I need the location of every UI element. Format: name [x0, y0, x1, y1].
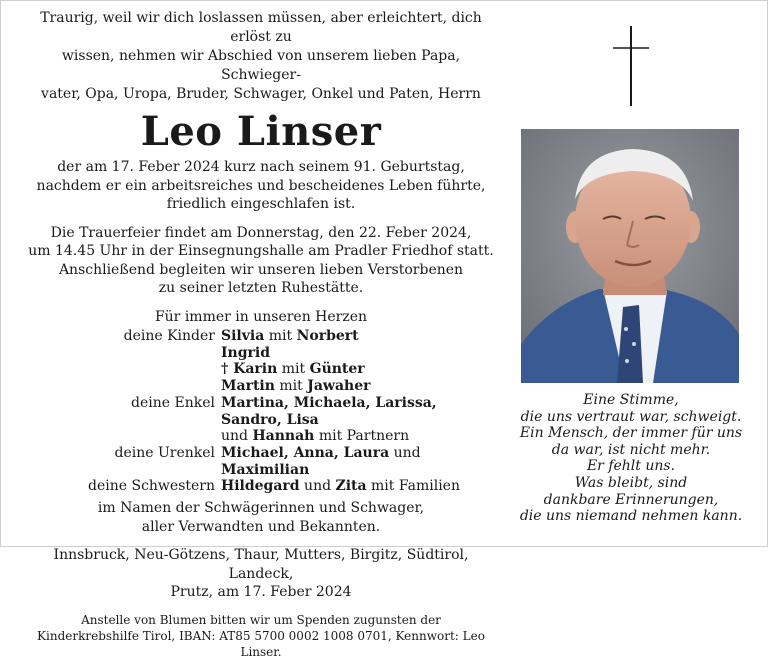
- great-grandchildren-row: Michael, Anna, Laura und Maximilian: [221, 444, 421, 478]
- place-date: [21, 546, 501, 602]
- donation-line: Kinderkrebshilfe Tirol, IBAN: AT85 5700 0002 1008 0701, Kennwort: Leo Linser.: [37, 628, 485, 659]
- children-row-4: Martin mit Jawaher: [221, 378, 371, 395]
- poem-line: dankbare Erinnerungen,: [543, 491, 719, 508]
- grandchildren-row-2: und Hannah mit Partnern: [221, 428, 410, 445]
- on-behalf-line: aller Verwandten und Bekannten.: [141, 518, 381, 535]
- death-text: [21, 158, 501, 214]
- funeral-line: Anschließend begleiten wir unseren lieben Verstorbenen: [58, 261, 464, 278]
- family-list: [21, 328, 501, 495]
- portrait-image: [521, 129, 739, 383]
- sisters-label: deine Schwestern: [88, 478, 215, 495]
- poem-line: die uns niemand nehmen kann.: [519, 508, 743, 525]
- intro-line: wissen, nehmen wir Abschied von unserem lieben Papa, Schwieger-: [61, 48, 461, 83]
- children-row-3: † Karin mit Günter: [221, 361, 365, 378]
- funeral-line: Die Trauerfeier findet am Donnerstag, den 22. Feber 2024,: [50, 224, 472, 241]
- funeral-line: um 14.45 Uhr in der Einsegnungshalle am Pradler Friedhof statt.: [28, 243, 494, 259]
- death-line: nachdem er ein arbeitsreiches und bescheidenes Leben führte,: [36, 177, 486, 194]
- poem-line: Was bleibt, sind: [574, 474, 688, 491]
- death-line: der am 17. Feber 2024 kurz nach seinem 91. Geburtstag,: [57, 159, 465, 175]
- on-behalf-line: im Namen der Schwägerinnen und Schwager,: [97, 500, 425, 517]
- intro-text: [21, 9, 501, 104]
- place-date-line: Innsbruck, Neu-Götzens, Thaur, Mutters, Birgitz, Südtirol, Landeck,: [53, 547, 469, 582]
- funeral-line: zu seiner letzten Ruhestätte.: [158, 280, 364, 296]
- poem-line: da war, ist nicht mehr.: [551, 441, 711, 458]
- death-line: friedlich eingeschlafen ist.: [166, 196, 356, 212]
- memory-line: Für immer in unseren Herzen: [154, 308, 368, 325]
- grandchildren-label: deine Enkel: [131, 394, 215, 411]
- donation-line: Anstelle von Blumen bitten wir um Spenden zugunsten der: [81, 612, 441, 627]
- children-row-1: Silvia mit Norbert: [221, 328, 359, 344]
- obituary-text-column: [21, 9, 501, 660]
- donation-note: [21, 612, 501, 660]
- intro-line: Traurig, weil wir dich loslassen müssen, aber erleichtert, dich erlöst zu: [40, 10, 482, 45]
- grandchildren-row-1: Martina, Michaela, Larissa, Sandro, Lisa: [221, 394, 437, 428]
- funeral-text: [21, 224, 501, 298]
- children-label: deine Kinder: [123, 328, 215, 344]
- on-behalf-text: [21, 499, 501, 536]
- poem-line: Eine Stimme,: [583, 392, 679, 408]
- great-grandchildren-label: deine Urenkel: [114, 444, 215, 461]
- place-date-line: Prutz, am 17. Feber 2024: [170, 584, 352, 601]
- poem-line: die uns vertraut war, schweigt.: [520, 408, 742, 425]
- poem-line: Er fehlt uns.: [586, 458, 676, 475]
- children-row-2: Ingrid: [221, 344, 270, 361]
- cross-icon: [613, 26, 649, 106]
- poem: [505, 392, 757, 525]
- deceased-name: Leo Linser: [140, 108, 382, 155]
- portrait-photo: [521, 129, 739, 383]
- intro-line: vater, Opa, Uropa, Bruder, Schwager, Onkel und Paten, Herrn: [41, 86, 481, 102]
- poem-line: Ein Mensch, der immer für uns: [519, 425, 743, 442]
- sisters-row: Hildegard und Zita mit Familien: [221, 478, 460, 495]
